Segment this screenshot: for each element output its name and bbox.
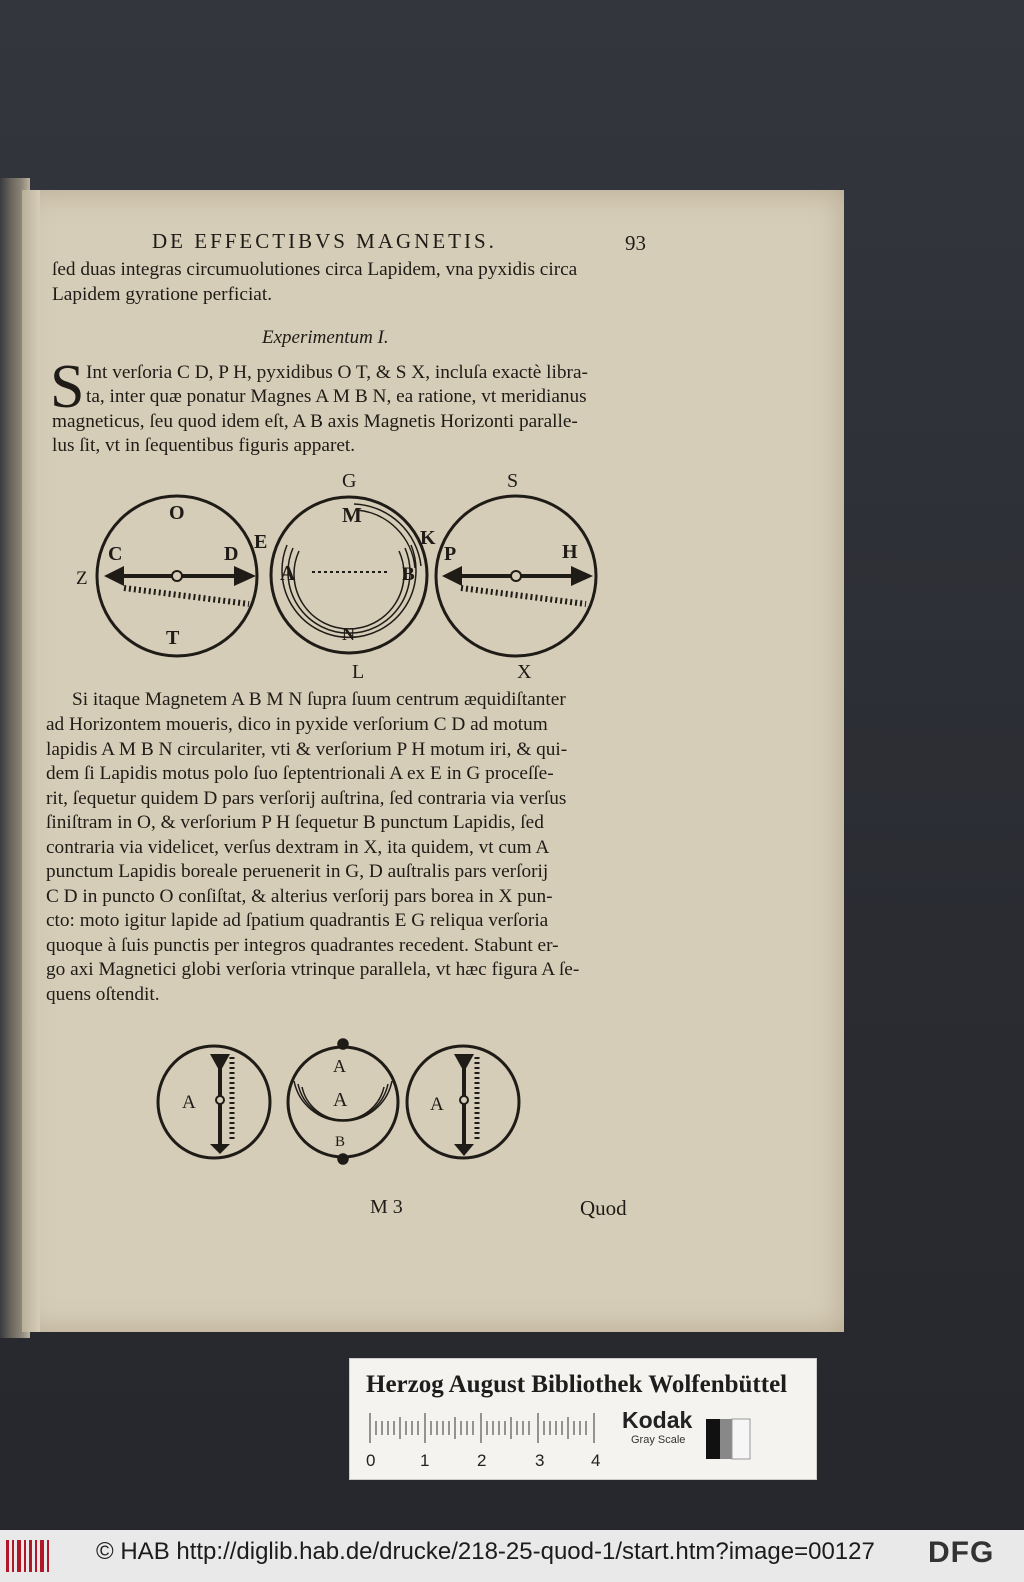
text-line: Lapidem gyratione perficiat. <box>52 284 273 305</box>
text-line: C D in puncto O conſiſtat, & alterius verſorij pars borea in X pun- <box>46 886 553 907</box>
library-scale-card <box>349 1358 817 1480</box>
figure-parallel-needles <box>152 1032 532 1172</box>
text-line: contraria via videlicet, verſus dextram in X, ita quidem, vt cum A <box>46 837 550 858</box>
text-line: quens oſtendit. <box>46 984 160 1005</box>
text-line: dem ſi Lapidis motus polo ſuo ſeptentrionali A ex E in G proceſſe- <box>46 763 554 784</box>
text-line: go axi Magnetici globi verſoria vtrinque parallela, vt hæc figura A ſe- <box>46 959 580 980</box>
left-vertical-needle <box>210 1054 232 1154</box>
text-line: ad Horizontem moueris, dico in pyxide verſorium C D ad motum <box>46 714 548 735</box>
label-a-center: A <box>333 1089 348 1111</box>
library-name: Herzog August Bibliothek Wolfenbüttel <box>366 1371 788 1398</box>
ruler-number: 4 <box>591 1451 601 1470</box>
text-line: lapidis A M B N circulariter, vti & verſorium P H motum iri, & qui- <box>46 739 568 760</box>
signature-mark: M 3 <box>370 1196 403 1218</box>
ruler-number: 2 <box>477 1451 487 1470</box>
text-line: lus ſit, vt in ſequentibus figuris apparet. <box>52 435 356 456</box>
footer-bar <box>0 1530 1024 1582</box>
label-n: N <box>342 624 355 644</box>
gray-scale-label: Gray Scale <box>631 1434 686 1446</box>
label-z: Z <box>76 568 88 589</box>
label-a-right: A <box>430 1094 444 1115</box>
text-line: cto: moto igitur lapide ad ſpatium quadrantis E G reliqua verſoria <box>46 910 549 931</box>
label-b-small: B <box>335 1134 346 1150</box>
text-line: magneticus, ſeu quod idem eſt, A B axis Magnetis Horizonti paralle- <box>52 411 578 432</box>
drop-cap: S <box>50 353 85 421</box>
text-line: ſiniſtram in O, & verſorium P H ſequetur B punctum Lapidis, ſed <box>46 812 544 833</box>
text-line: Int verſoria C D, P H, pyxidibus O T, & S X, incluſa exactè libra- <box>86 362 588 383</box>
label-g: G <box>342 470 357 492</box>
label-o: O <box>169 502 185 524</box>
text-line: ſed duas integras circumuolutiones circa Lapidem, vna pyxidis circa <box>52 259 578 280</box>
label-c: C <box>108 543 123 565</box>
page-number: 93 <box>625 231 646 255</box>
label-a-left: A <box>182 1092 196 1113</box>
text-line: punctum Lapidis boreale peruenerit in G, D auſtralis pars verſorij <box>46 861 549 882</box>
label-k: K <box>420 527 436 549</box>
label-m: M <box>342 503 362 527</box>
dfg-logo: DFG <box>928 1536 995 1569</box>
catchword: Quod <box>580 1196 627 1220</box>
text-line: ta, inter quæ ponatur Magnes A M B N, ea ratione, vt meridianus <box>86 386 587 407</box>
label-d: D <box>224 543 239 565</box>
page-gutter <box>22 190 40 1332</box>
ruler-number: 0 <box>366 1451 376 1470</box>
kodak-logo: Kodak <box>622 1407 693 1433</box>
left-small-compass <box>158 1046 270 1158</box>
label-l: L <box>352 661 365 683</box>
label-a: A <box>280 561 296 585</box>
running-header: DE EFFECTIBVS MAGNETIS. <box>152 229 497 253</box>
label-p: P <box>444 543 457 565</box>
ruler-number: 3 <box>535 1451 545 1470</box>
text-line: rit, ſequetur quidem D pars verſorij auſtrina, ſed contraria via verſus <box>46 788 567 809</box>
section-heading: Experimentum I. <box>262 327 389 348</box>
label-b: B <box>402 564 415 585</box>
ruler-scale <box>368 1411 608 1451</box>
label-t: T <box>166 627 180 649</box>
label-a-top: A <box>333 1056 346 1076</box>
copyright-url: © HAB http://diglib.hab.de/drucke/218-25-quod-1/start.htm?image=00127 <box>96 1538 875 1565</box>
label-s: S <box>507 470 519 492</box>
left-needle <box>104 566 256 604</box>
right-vertical-needle <box>454 1054 477 1156</box>
text-line: quoque à ſuis punctis per integros quadrantes recedent. Stabunt er- <box>46 935 559 956</box>
gray-patches <box>706 1417 756 1461</box>
text-line: Si itaque Magnetem A B M N ſupra ſuum centrum æquidiſtanter <box>72 689 566 710</box>
hab-barcode-icon <box>4 1536 54 1576</box>
label-e: E <box>254 531 268 553</box>
label-h: H <box>562 541 578 563</box>
ruler-number: 1 <box>420 1451 430 1470</box>
figure-compasses-and-magnet <box>74 466 594 686</box>
label-x: X <box>517 661 532 683</box>
right-needle <box>442 566 593 604</box>
